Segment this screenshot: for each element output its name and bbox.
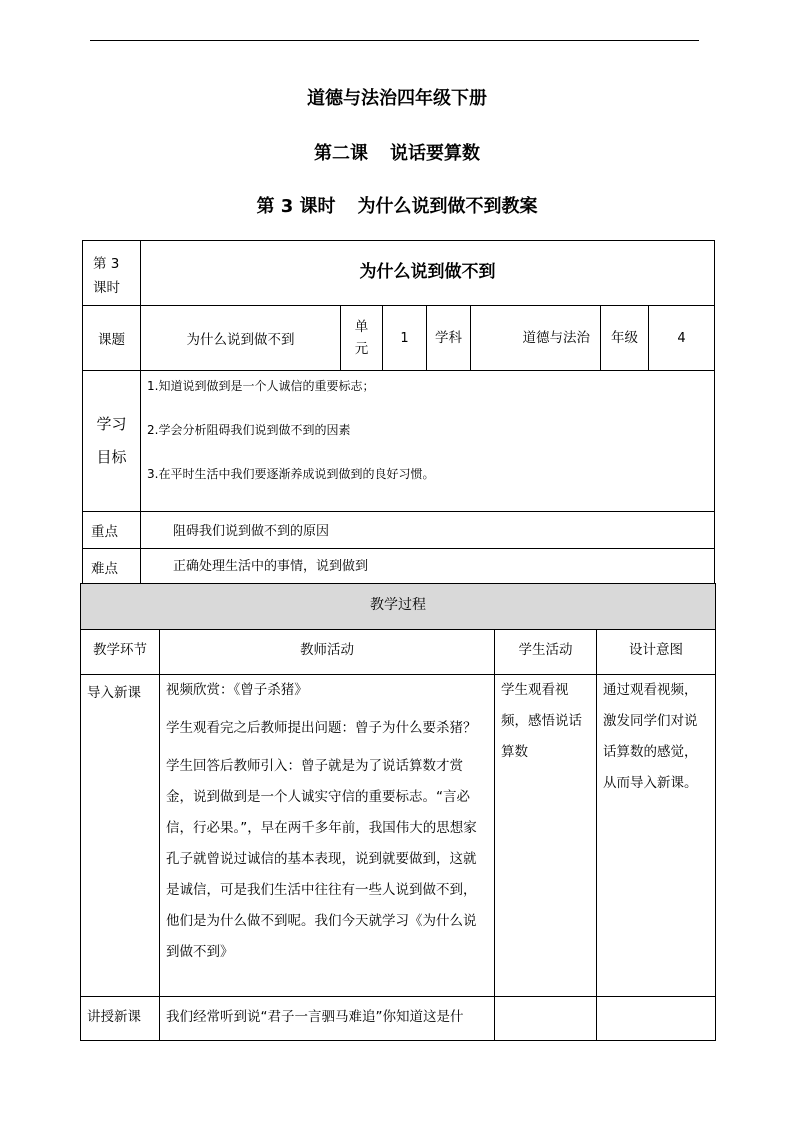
period-number: 第 3 课时	[256, 196, 336, 217]
title-text: 道德与法治四年级下册	[307, 88, 487, 109]
table-row	[83, 549, 715, 587]
design-intent-cell	[597, 997, 716, 1041]
lesson-info-table	[82, 240, 715, 587]
goals-label-line2: 目标	[96, 448, 127, 466]
teacher-activity-paragraph: 学生观看完之后教师提出问题：曾子为什么要杀猪？	[166, 720, 477, 736]
teacher-activity-paragraph: 学生回答后教师引入：曾子就是为了说话算数才赏金，说到做到是一个人诚实守信的重要标志。“言必信，行必果。”，早在两千多年前，我国伟大的思想家孔子就曾说过诚信的基本表现，说到就要做到，这就是诚信，可是我们生活中往往有一些人说到做不到，他们是为什么做不到呢。我们今天就学习《为什么说到做不到》	[166, 758, 477, 960]
stage-cell: 导入新课	[81, 675, 160, 997]
grade-label: 年级	[601, 306, 649, 371]
period-title-cell: 为什么说到做不到	[141, 241, 715, 306]
lesson-title	[0, 143, 794, 165]
teaching-process-table	[80, 583, 716, 1041]
student-activity-cell	[495, 997, 597, 1041]
topic-value: 为什么说到做不到	[141, 306, 341, 371]
design-intent-cell: 通过观看视频，激发同学们对说话算数的感觉，从而导入新课。	[597, 675, 716, 997]
teacher-activity-cell	[160, 675, 495, 997]
period-label-line1: 第 3	[93, 256, 120, 272]
goals-label	[83, 371, 141, 512]
period-label-line2: 课时	[93, 280, 120, 296]
unit-label-line2: 元	[354, 341, 369, 357]
table-header-row	[81, 630, 716, 675]
lesson-number: 第二课	[314, 143, 368, 164]
unit-label	[341, 306, 383, 371]
student-activity-cell: 学生观看视频，感悟说话算数	[495, 675, 597, 997]
goals-list	[141, 371, 715, 512]
difficulty-label: 难点	[83, 549, 141, 587]
column-header: 设计意图	[597, 630, 716, 675]
table-row	[83, 241, 715, 306]
table-row	[83, 512, 715, 549]
table-row	[83, 371, 715, 512]
teacher-activity-cell: 我们经常听到说“君子一言驷马难追”你知道这是什	[160, 997, 495, 1041]
grade-value: 4	[649, 306, 715, 371]
unit-label-line1: 单	[354, 319, 369, 335]
stage-cell: 讲授新课	[81, 997, 160, 1041]
table-row	[81, 584, 716, 630]
key-label: 重点	[83, 512, 141, 549]
goal-item: 3.在平时生活中我们要逐渐养成说到做到的良好习惯。	[147, 467, 435, 481]
topic-label: 课题	[83, 306, 141, 371]
goal-item: 1.知道说到做到是一个人诚信的重要标志；	[147, 379, 375, 393]
period-label-cell	[83, 241, 141, 306]
period-title	[0, 196, 794, 218]
difficulty-value: 正确处理生活中的事情，说到做到	[141, 549, 715, 587]
section-title: 教学过程	[81, 584, 716, 630]
subject-label: 学科	[427, 306, 471, 371]
document-title	[0, 88, 794, 110]
column-header: 教师活动	[160, 630, 495, 675]
teacher-activity-paragraph: 视频欣赏：《曾子杀猪》	[166, 682, 308, 698]
goals-label-line1: 学习	[96, 415, 127, 433]
unit-value: 1	[383, 306, 427, 371]
period-name: 为什么说到做不到教案	[357, 196, 538, 217]
table-row	[83, 306, 715, 371]
goal-item: 2.学会分析阻碍我们说到做不到的因素	[147, 423, 351, 437]
table-row	[81, 997, 716, 1041]
subject-value: 道德与法治	[471, 306, 601, 371]
header-rule	[90, 40, 699, 41]
lesson-name: 说话要算数	[390, 143, 480, 164]
column-header: 学生活动	[495, 630, 597, 675]
column-header: 教学环节	[81, 630, 160, 675]
table-row	[81, 675, 716, 997]
key-value: 阻碍我们说到做不到的原因	[141, 512, 715, 549]
